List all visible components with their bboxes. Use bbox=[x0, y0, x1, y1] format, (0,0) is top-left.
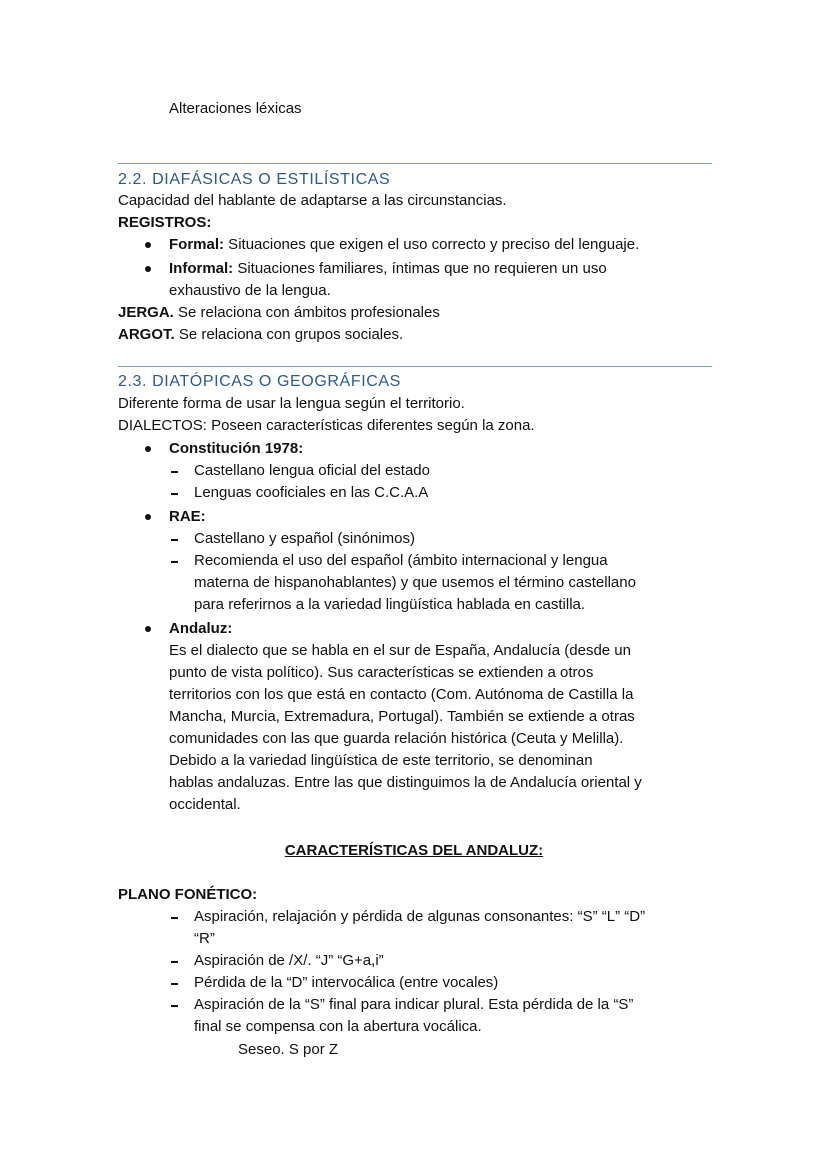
fonetico-item-line: “R” bbox=[194, 930, 215, 947]
bullet-icon bbox=[145, 446, 151, 452]
andaluz-line: punto de vista político). Sus características se extienden a otros bbox=[169, 664, 594, 681]
fonetico-item: Pérdida de la “D” intervocálica (entre vocales) bbox=[194, 974, 499, 991]
dash-icon bbox=[171, 493, 178, 495]
dash-icon bbox=[171, 539, 178, 541]
fonetico-item-line: final se compensa con la abertura vocálica. bbox=[194, 1018, 482, 1035]
bullet-icon bbox=[145, 242, 151, 248]
rae-item-line: para referirnos a la variedad lingüística hablada en castilla. bbox=[194, 596, 586, 613]
registros-label: REGISTROS: bbox=[118, 214, 212, 231]
bullet-icon bbox=[145, 266, 151, 272]
caracteristicas-title: CARACTERÍSTICAS DEL ANDALUZ: bbox=[284, 842, 544, 859]
jerga-line bbox=[118, 302, 440, 324]
informal-item bbox=[169, 258, 607, 280]
informal-label: Informal: bbox=[169, 260, 234, 277]
dash-icon bbox=[171, 983, 178, 985]
andaluz-label: Andaluz: bbox=[169, 620, 233, 637]
andaluz-line: Mancha, Murcia, Extremadura, Portugal). También se extiende a otras bbox=[169, 708, 635, 725]
constitucion-item: Castellano lengua oficial del estado bbox=[194, 462, 430, 479]
argot-label: ARGOT. bbox=[118, 326, 175, 343]
section-23-intro: Diferente forma de usar la lengua según el territorio. bbox=[118, 395, 465, 412]
rae-item-line: materna de hispanohablantes) y que usemos el término castellano bbox=[194, 574, 636, 591]
section-divider bbox=[118, 366, 712, 367]
informal-text: Situaciones familiares, íntimas que no requieren un uso bbox=[233, 260, 607, 277]
bullet-icon bbox=[145, 514, 151, 520]
dash-icon bbox=[171, 471, 178, 473]
bullet-icon bbox=[145, 626, 151, 632]
rae-item: Castellano y español (sinónimos) bbox=[194, 530, 415, 547]
dash-icon bbox=[171, 961, 178, 963]
formal-item bbox=[169, 234, 639, 256]
section-divider bbox=[118, 163, 712, 164]
andaluz-line: comunidades con las que guarda relación histórica (Ceuta y Melilla). bbox=[169, 730, 624, 747]
formal-text: Situaciones que exigen el uso correcto y preciso del lenguaje. bbox=[224, 236, 640, 253]
seseo-line: Seseo. S por Z bbox=[238, 1041, 339, 1058]
section-22-intro: Capacidad del hablante de adaptarse a las circunstancias. bbox=[118, 192, 507, 209]
andaluz-line: occidental. bbox=[169, 796, 241, 813]
rae-item-line: Recomienda el uso del español (ámbito internacional y lengua bbox=[194, 552, 608, 569]
jerga-label: JERGA. bbox=[118, 304, 174, 321]
dash-icon bbox=[171, 917, 178, 919]
informal-text-cont: exhaustivo de la lengua. bbox=[169, 282, 331, 299]
section-22-heading: 2.2. DIAFÁSICAS O ESTILÍSTICAS bbox=[118, 171, 391, 188]
section-23-heading: 2.3. DIATÓPICAS O GEOGRÁFICAS bbox=[118, 373, 401, 390]
constitucion-label: Constitución 1978: bbox=[169, 440, 304, 457]
top-line: Alteraciones léxicas bbox=[169, 100, 302, 117]
andaluz-line: hablas andaluzas. Entre las que distinguimos la de Andalucía oriental y bbox=[169, 774, 642, 791]
fonetico-item-line: Aspiración de la “S” final para indicar plural. Esta pérdida de la “S” bbox=[194, 996, 634, 1013]
jerga-text: Se relaciona con ámbitos profesionales bbox=[173, 304, 440, 321]
argot-line bbox=[118, 324, 403, 346]
andaluz-line: Debido a la variedad lingüística de este territorio, se denominan bbox=[169, 752, 593, 769]
fonetico-item: Aspiración de /X/. “J” “G+a,i” bbox=[194, 952, 384, 969]
fonetico-item-line: Aspiración, relajación y pérdida de algunas consonantes: “S” “L” “D” bbox=[194, 908, 646, 925]
andaluz-line: territorios con los que está en contacto (Com. Autónoma de Castilla la bbox=[169, 686, 634, 703]
argot-text: Se relaciona con grupos sociales. bbox=[174, 326, 404, 343]
formal-label: Formal: bbox=[169, 236, 225, 253]
dash-icon bbox=[171, 1005, 178, 1007]
rae-label: RAE: bbox=[169, 508, 206, 525]
andaluz-line: Es el dialecto que se habla en el sur de España, Andalucía (desde un bbox=[169, 642, 631, 659]
dialectos-line: DIALECTOS: Poseen características diferentes según la zona. bbox=[118, 417, 535, 434]
plano-fonetico-label: PLANO FONÉTICO: bbox=[118, 886, 258, 903]
dash-icon bbox=[171, 561, 178, 563]
constitucion-item: Lenguas cooficiales en las C.C.A.A bbox=[194, 484, 429, 501]
